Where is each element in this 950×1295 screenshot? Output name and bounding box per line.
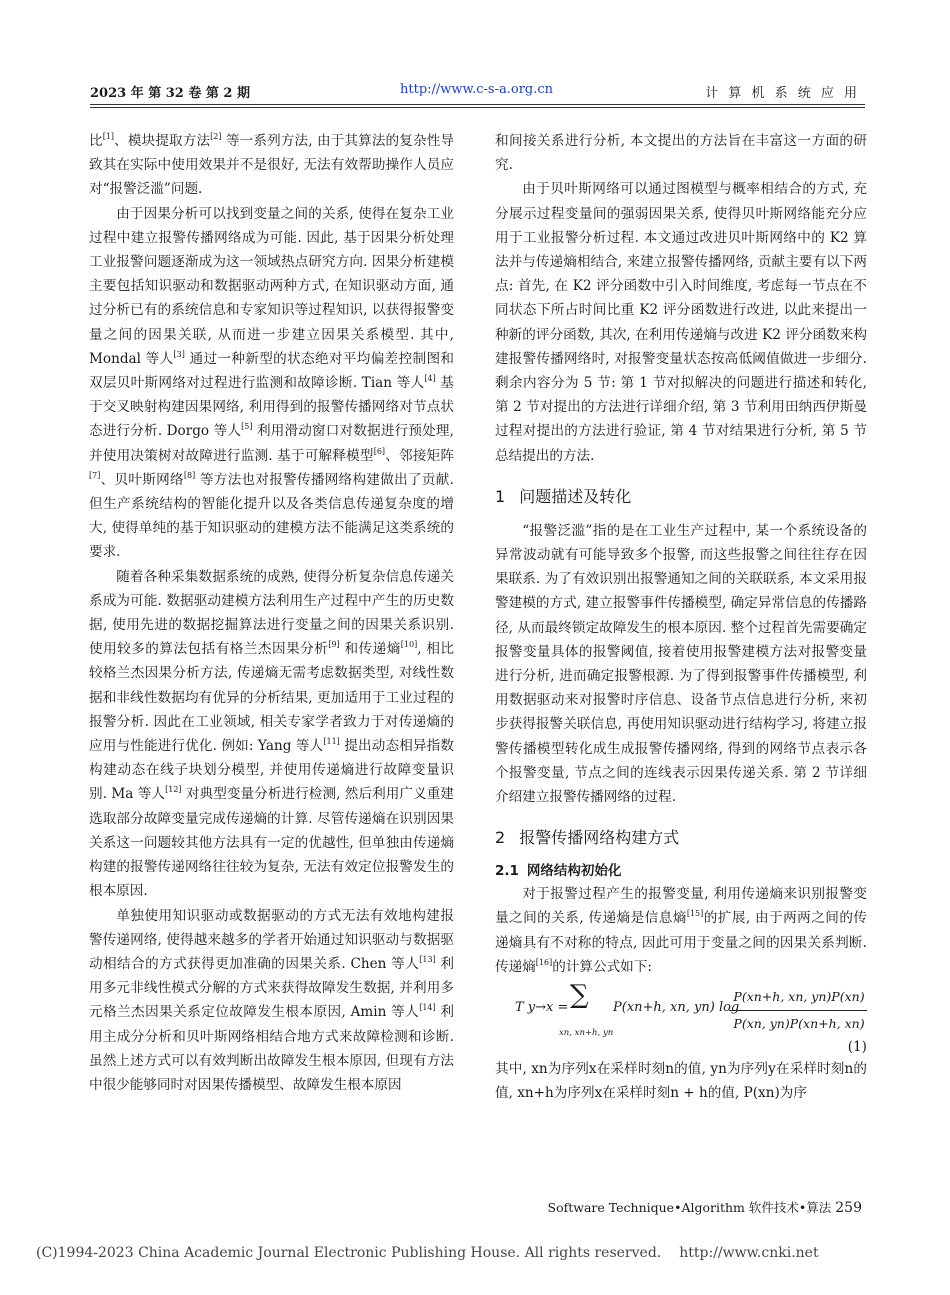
paragraph xyxy=(89,202,454,565)
text-run: 利用滑动窗口对数据进行预处理, 并使用决策树对故障进行监测. 基于可解释模型 xyxy=(89,423,454,464)
text-run: 和传递熵 xyxy=(339,641,401,658)
text-run: 单独使用知识驱动或数据驱动的方式无法有效地构建报警传递网络, 使得越来越多的学者开始通过知识驱动与数据驱动相结合的方式获得更加准确的因果关系. Chen 等人 xyxy=(89,907,454,972)
text-run: 对典型变量分析进行检测, 然后利用广义重建选取部分故障变量完成传递熵的计算. 尽管传递熵在识别因果关系这一问题较其他方法具有一定的优越性, 但单独由传递熵构建的报警传递网络往往较为复杂, 无法有效定位报警发生的根本原因. xyxy=(89,786,454,900)
text-run: 利用多元非线性模式分解的方式来获得故障发生数据, 并利用多元格兰杰因果关系定位故障发生根本原因, Amin 等人 xyxy=(89,955,454,1021)
equation-number: (1) xyxy=(847,1039,867,1056)
equation-fraction xyxy=(729,985,867,1036)
section-number: 2 xyxy=(495,828,506,848)
citation[interactable]: [2] xyxy=(210,132,222,141)
page-header xyxy=(90,82,860,104)
paragraph xyxy=(89,565,454,904)
citation[interactable]: [9] xyxy=(328,640,340,650)
copyright-text: (C)1994-2023 China Academic Journal Electronic Publishing House. All rights reserved. xyxy=(36,1245,662,1261)
citation[interactable]: [10] xyxy=(400,640,418,650)
citation[interactable]: [14] xyxy=(419,1003,436,1013)
page-footer xyxy=(548,1198,862,1216)
journal-url[interactable]: http://www.c-s-a.org.cn xyxy=(400,82,554,97)
citation[interactable]: [1] xyxy=(102,132,115,141)
text-run: 由于因果分析可以找到变量之间的关系, 使得在复杂工业过程中建立报警传播网络成为可能. 因此, 基于因果分析处理工业报警问题逐渐成为这一领域热点研究方向. 因果分析建模主要包括知识驱动和数据驱动两种方式, 在知识驱动方面, 通过分析已有的系统信息和专家知识等过程知识, 以获得报警变量之间的因果关联, 从而进一步建立因果关系模型. 其中, Mondal 等人 xyxy=(89,205,454,367)
section-heading-1 xyxy=(495,485,867,509)
text-run: 对于报警过程产生的报警变量, 利用传递熵来识别报警变量之间的关系, 传递熵是信息熵 xyxy=(495,886,867,927)
citation[interactable]: [7] xyxy=(89,470,101,480)
citation[interactable]: [3] xyxy=(173,349,185,359)
text-run: 通过一种新型的状态绝对平均偏差控制图和双层贝叶斯网络对过程进行监测和故障诊断. Tian 等人 xyxy=(89,350,454,392)
text-run: 随着各种采集数据系统的成熟, 使得分析复杂信息传递关系成为可能. 数据驱动建模方法利用生产过程中产生的历史数据, 使用先进的数据挖掘算法进行变量之间的因果关系识别. 使用较多的算法包括有格兰杰因果分析 xyxy=(89,568,454,658)
citation[interactable]: [15] xyxy=(686,909,704,919)
fraction-denominator: P(xn, yn)P(xn+h, xn) xyxy=(733,1016,865,1032)
fraction-numerator: P(xn+h, xn, yn)P(xn) xyxy=(729,985,867,1011)
page-number: 259 xyxy=(835,1200,862,1216)
paragraph: 其中, xn为序列x在采样时刻n的值, yn为序列y在采样时刻n的值, xn+h为序列x在采样时刻n + h的值, P(xn)为序 xyxy=(495,1061,867,1102)
text-run: 等一系列方法, 由于其算法的复杂性导致其在实际中使用效果并不是很好, 无法有效帮助操作人员应对“报警泛滥”问题. xyxy=(89,133,454,198)
citation[interactable]: [5] xyxy=(241,422,253,432)
equation xyxy=(495,981,867,1041)
right-column xyxy=(495,129,867,1189)
equation-term: P(xn+h, xn, yn) log xyxy=(613,1000,740,1016)
text-run: 等方法也对报警传播网络构建做出了贡献. 但生产系统结构的智能化提升以及各类信息传递复杂度的增大, 使得单纯的基于知识驱动的建模方法不能满足这类系统的要求. xyxy=(89,471,454,561)
issue-info: 2023 年 第 32 卷 第 2 期 xyxy=(90,86,250,101)
citation[interactable]: [6] xyxy=(373,446,386,456)
text-run: 比 xyxy=(89,133,103,149)
section-heading-2 xyxy=(495,826,867,850)
summation-subscript: xn, xn+h, yn xyxy=(559,1028,614,1039)
text-run: 、模块提取方法 xyxy=(114,133,211,149)
cnki-url[interactable]: http://www.cnki.net xyxy=(679,1245,819,1261)
citation[interactable]: [12] xyxy=(165,785,182,795)
paragraph: “报警泛滥”指的是在工业生产过程中, 某一个系统设备的异常波动就有可能导致多个报警, 而这些报警之间往往存在因果联系. 为了有效识别出报警通知之间的关联联系, 本文采用报警建模的方式, 建立报警事件传播模型, 确定异常信息的传播路径, 从而最终锁定故障发生的根本原因. 整个过程首先需要确定报警变量具体的报警阈值, 接着使用报警建模方法对报警变量进行分析, 进而确定报警根源. 为了得到报警事件传播模型, 利用数据驱动来对报警时序信息、设备节点信息进行分析, 来初步获得报警关联信息, 再使用知识驱动进行结构学习, 将建立报警传播模型转化成生成报警传播网络, 得到的网络节点表示各个报警变量, 节点之间的连线表示因果传递关系. 第 2 节详细介绍建立报警传播网络的过程. xyxy=(495,522,867,806)
section-title: 问题描述及转化 xyxy=(519,486,632,506)
section-number: 1 xyxy=(495,486,506,506)
paragraph: 和间接关系进行分析, 本文提出的方法旨在丰富这一方面的研究. xyxy=(495,133,867,174)
text-run: 、贝叶斯网络 xyxy=(100,471,184,488)
text-run: 利用主成分分析和贝叶斯网络相结合地方式来故障检测和诊断. 虽然上述方式可以有效判断出故障发生根本原因, 但现有方法中很少能够同时对因果传播模型、故障发生根本原因 xyxy=(89,1004,454,1093)
header-rule-thin xyxy=(90,107,865,108)
text-run: 的计算公式如下: xyxy=(552,958,652,975)
citation[interactable]: [4] xyxy=(424,374,436,384)
paragraph xyxy=(495,882,867,979)
text-run: 、邻接矩阵 xyxy=(385,447,454,464)
paragraph xyxy=(89,904,454,1098)
citation[interactable]: [13] xyxy=(419,954,436,964)
subsection-number: 2.1 xyxy=(495,863,519,880)
text-run: 提出动态相异指数构建动态在线子块划分模型, 并使用传递熵进行故障变量识别. Ma 等人 xyxy=(89,738,454,803)
text-run: 基于交叉映射构建因果网络, 利用得到的报警传播网络对节点状态进行分析. Dorgo 等人 xyxy=(89,375,454,440)
copyright-notice xyxy=(36,1245,819,1261)
citation[interactable]: [8] xyxy=(183,470,196,480)
subsection-title: 网络结构初始化 xyxy=(526,863,622,880)
section-title: 报警传播网络构建方式 xyxy=(519,828,680,848)
left-column xyxy=(89,129,454,1189)
subsection-heading xyxy=(495,860,867,882)
journal-name: 计 算 机 系 统 应 用 xyxy=(705,86,860,101)
text-run: 的扩展, 由于两两之间的传递熵具有不对称的特点, 因此可用于变量之间的因果关系判断. 传递熵 xyxy=(495,910,867,975)
citation[interactable]: [11] xyxy=(323,737,340,747)
summation-symbol: ∑ xyxy=(570,980,589,1011)
text-run: , 相比较格兰杰因果分析方法, 传递熵无需考虑数据类型, 对线性数据和非线性数据均有优异的分析结果, 更加适用于工业过程的报警分析. 因此在工业领域, 相关专家学者致力于对传递熵的应用与性能进行优化. 例如: Yang 等人 xyxy=(89,641,454,755)
citation[interactable]: [16] xyxy=(535,957,553,967)
header-rule xyxy=(90,104,865,105)
paragraph: 由于贝叶斯网络可以通过图模型与概率相结合的方式, 充分展示过程变量间的强弱因果关系, 使得贝叶斯网络能充分应用于工业报警分析过程. 本文通过改进贝叶斯网络中的 K2 算法并与传递熵相结合, 来建立报警传播网络, 贡献主要有以下两点: 首先, 在 K2 评分函数中引入时间维度, 考虑每一节点在不同状态下所占时间比重 K2 评分函数进行改进, 以此来提出一种新的评分函数, 其次, 在利用传递熵与改进 K2 评分函数来构建报警传播网络时, 对报警变量状态按高低阈值做进一步细分. 剩余内容分为 5 节: 第 1 节对拟解决的问题进行描述和转化, 第 2 节对提出的方法进行详细介绍, 第 3 节利用田纳西伊斯曼过程对提出的方法进行验证, 第 4 节对结果进行分析, 第 5 节总结提出的方法. xyxy=(495,181,867,464)
equation-lhs: T y→x = xyxy=(515,1000,569,1016)
paragraph xyxy=(89,129,454,202)
footer-section: Software Technique•Algorithm 软件技术•算法 xyxy=(547,1200,832,1215)
